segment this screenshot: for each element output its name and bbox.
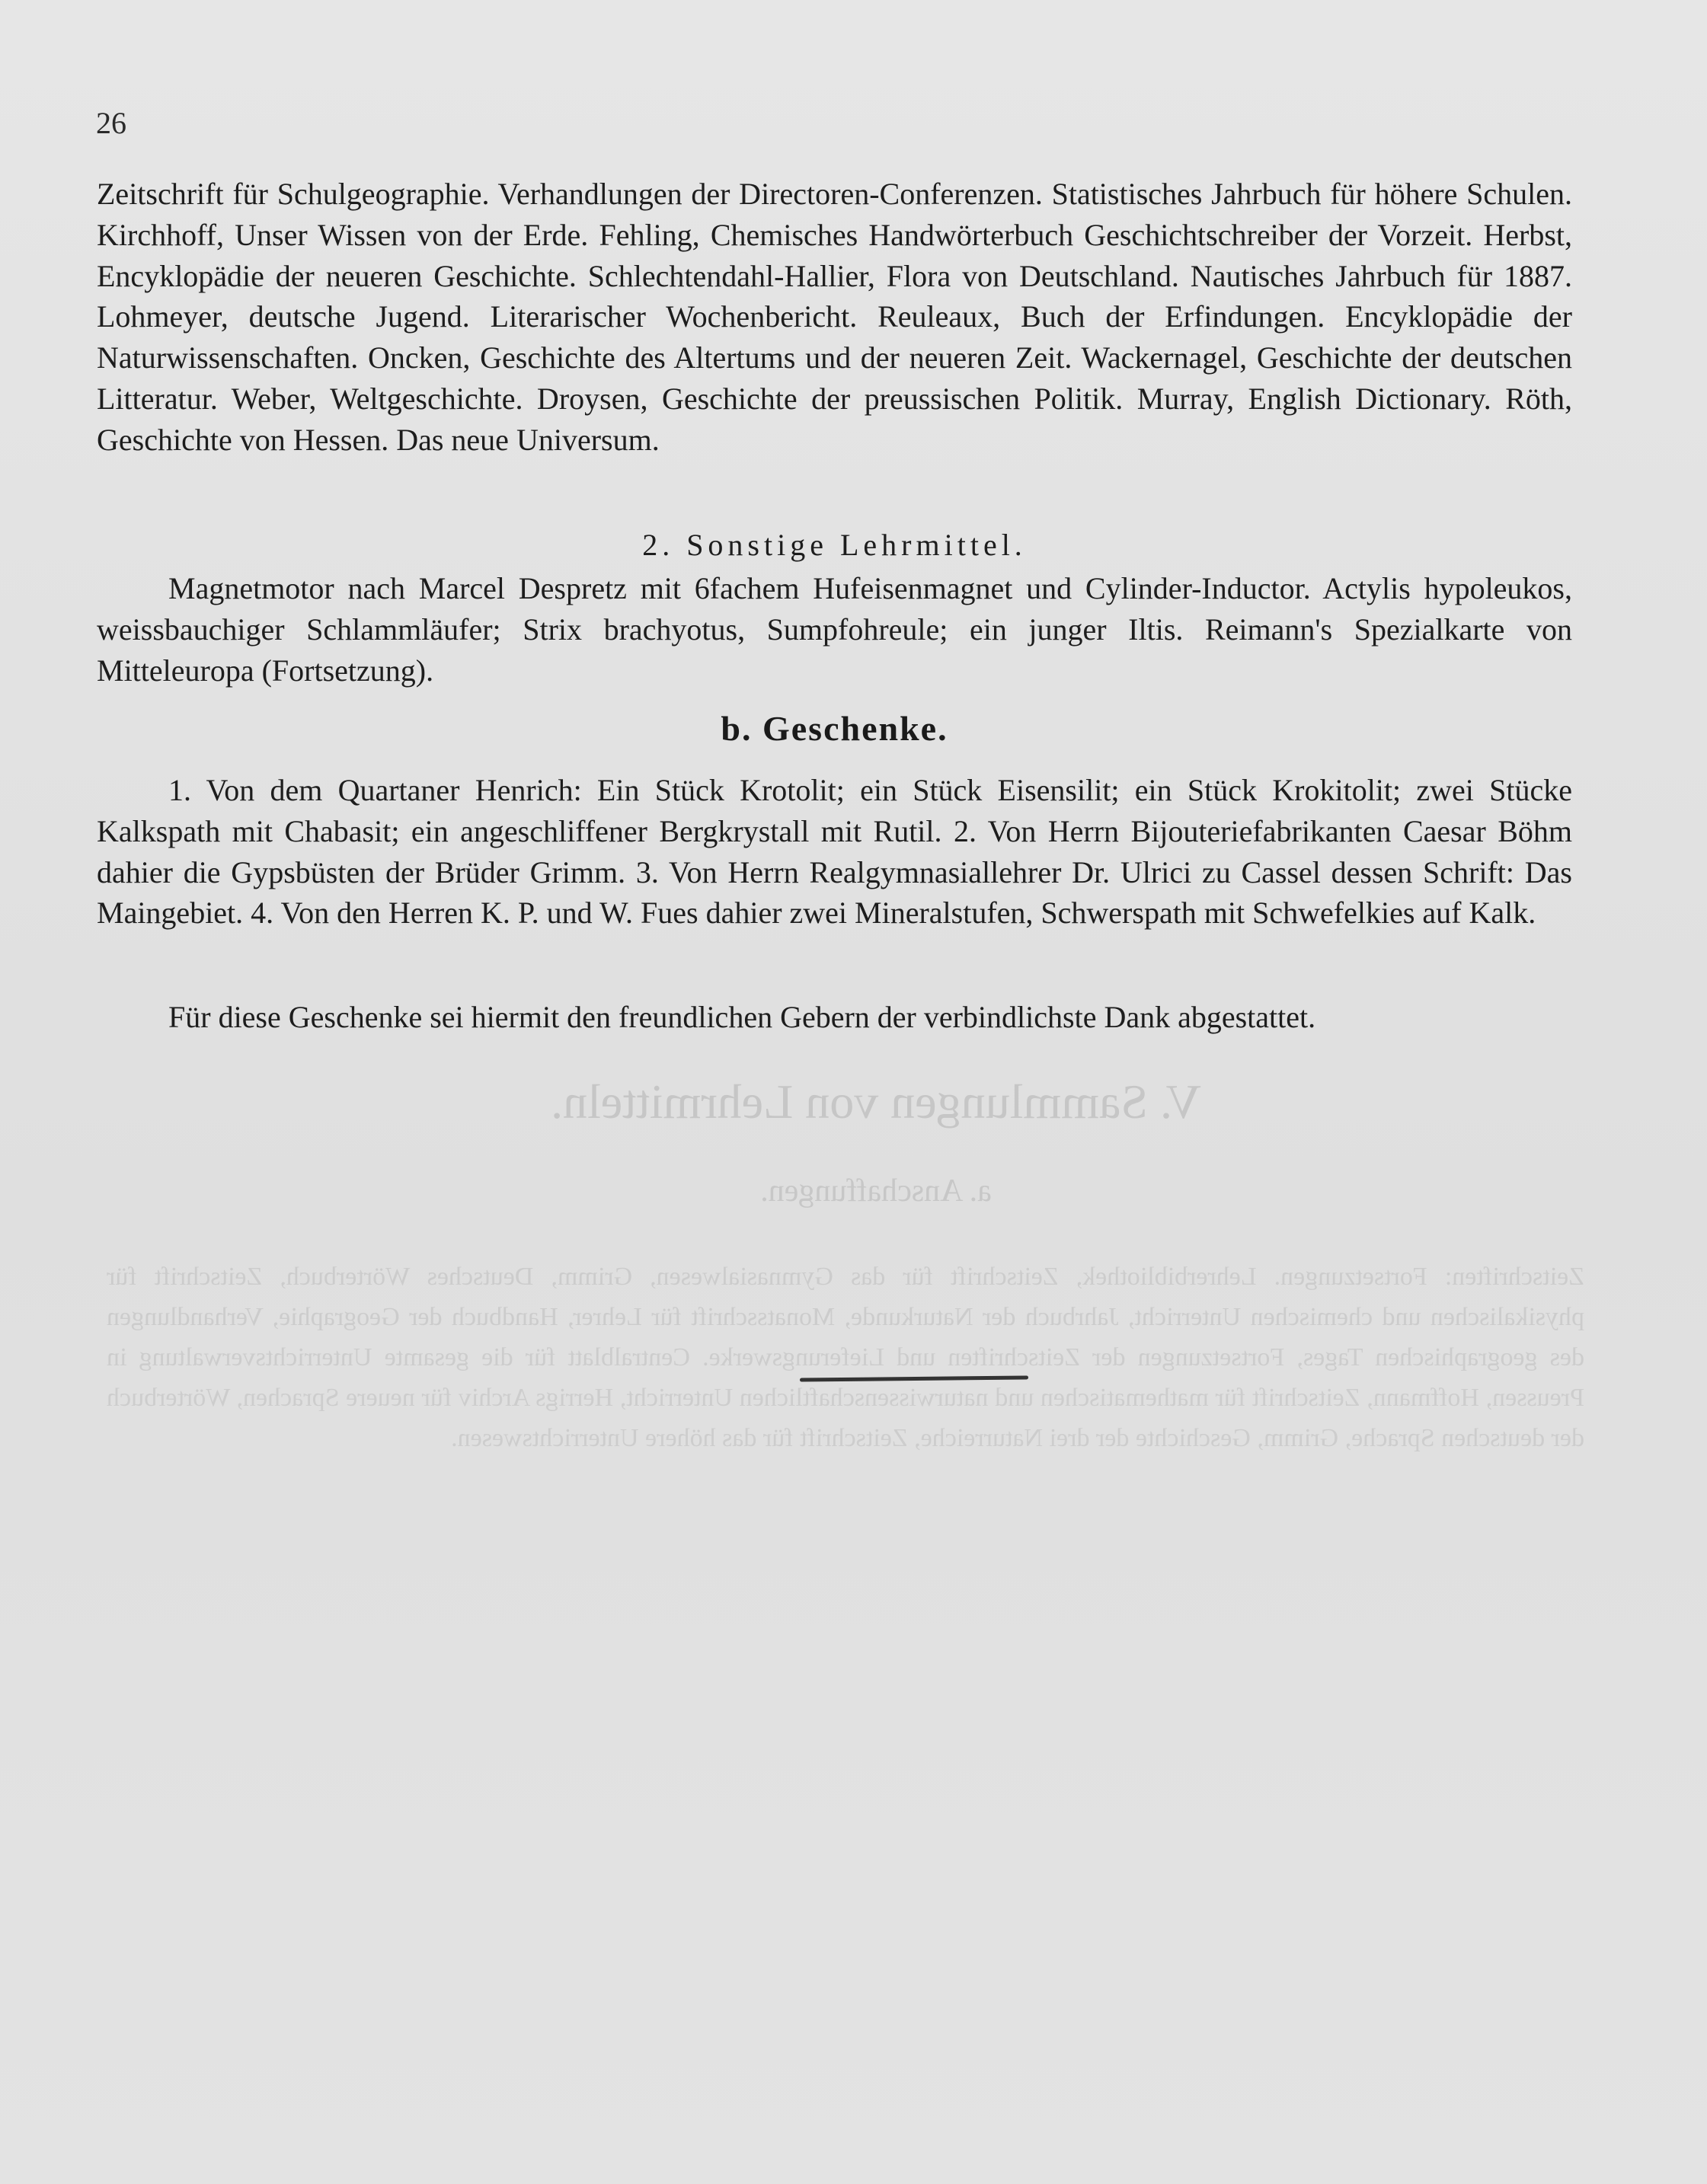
geschenke-text: 1. Von dem Quartaner Henrich: Ein Stück Krotolit; ein Stück Eisensilit; ein Stück Krokitolit; zwei Stücke Kalkspath mit Chabasit; ein angeschliffener Bergkrystall mit Rutil. 2. Von Herrn Bijouteriefabrikanten Caesar Böhm dahier die Gypsbüsten der Brüder Grimm. 3. Von Herrn Realgymnasiallehrer Dr. Ulrici zu Cassel dessen Schrift: Das Maingebiet. 4. Von den Herren K. P. und W. Fues dahier zwei Mineralstufen, Schwerspath mit Schwefelkies auf Kalk. bbox=[97, 773, 1572, 931]
catalog-text: Zeitschrift für Schulgeographie. Verhandlungen der Directoren-Conferenzen. Statistisches Jahrbuch für höhere Schulen. Kirchhoff, Unser Wissen von der Erde. Fehling, Chemisches Handwörterbuch Geschichtschreiber der Vorzeit. Herbst, Encyklopädie der neueren Geschichte. Schlechtendahl-Hallier, Flora von Deutschland. Nautisches Jahrbuch für 1887. Lohmeyer, deutsche Jugend. Literarischer Wochenbericht. Reuleaux, Buch der Erfindungen. Encyklopädie der Naturwissenschaften. Oncken, Geschichte des Altertums und der neueren Zeit. Wackernagel, Geschichte der deutschen Litteratur. Weber, Weltgeschichte. Droysen, Geschichte der preussischen Politik. Murray, English Dictionary. Röth, Geschichte von Hessen. Das neue Universum. bbox=[97, 177, 1572, 457]
catalog-paragraph bbox=[97, 174, 1572, 461]
page-number: 26 bbox=[96, 106, 126, 140]
bleed-through-heading: V. Sammlungen von Lehrmitteln. bbox=[551, 1074, 1201, 1129]
geschenke-paragraph bbox=[97, 770, 1572, 934]
sonstige-lehrmittel-heading: 2. Sonstige Lehrmittel. bbox=[642, 528, 1027, 562]
geschenke-heading: b. Geschenke. bbox=[721, 709, 948, 748]
sonstige-lehrmittel-paragraph bbox=[97, 568, 1572, 691]
sonstige-lehrmittel-text: Magnetmotor nach Marcel Despretz mit 6fachem Hufeisenmagnet und Cylinder-Inductor. Actylis hypoleukos, weissbauchiger Schlammläufer; Strix brachyotus, Sumpfohreule; ein junger Iltis. Reimann's Spezialkarte von Mitteleuropa (Fortsetzung). bbox=[97, 571, 1572, 688]
thanks-paragraph bbox=[97, 997, 1572, 1038]
thanks-text: Für diese Geschenke sei hiermit den freundlichen Gebern der verbindlichste Dank abgestattet. bbox=[168, 1000, 1316, 1034]
bleed-through-text: Zeitschriften: Fortsetzungen. Lehrerbibliothek, Zeitschrift für das Gymnasialwesen, Grimm, Deutsches Wörterbuch, Zeitschrift für physikalischen und chemischen Unterricht, Jahrbuch der Naturkunde, Monatsschrift für Lehrer, Handbuch der Geographie, Verhandlungen des geographischen Tages, Fortsetzungen der Zeitschriften und Lieferungswerke. Centralblatt für die gesamte Unterrichtsverwaltung in Preussen, Hoffmann, Zeitschrift für mathematischen und naturwissenschaftlichen Unterricht, Herrigs Archiv für neuere Sprachen, Wörterbuch der deutschen Sprache, Grimm, Geschichte der drei Naturreiche, Zeitschrift für das höhere Unterrichtswesen. bbox=[107, 1263, 1584, 1452]
bleed-through-subheading: a. Anschaffungen. bbox=[760, 1173, 992, 1209]
